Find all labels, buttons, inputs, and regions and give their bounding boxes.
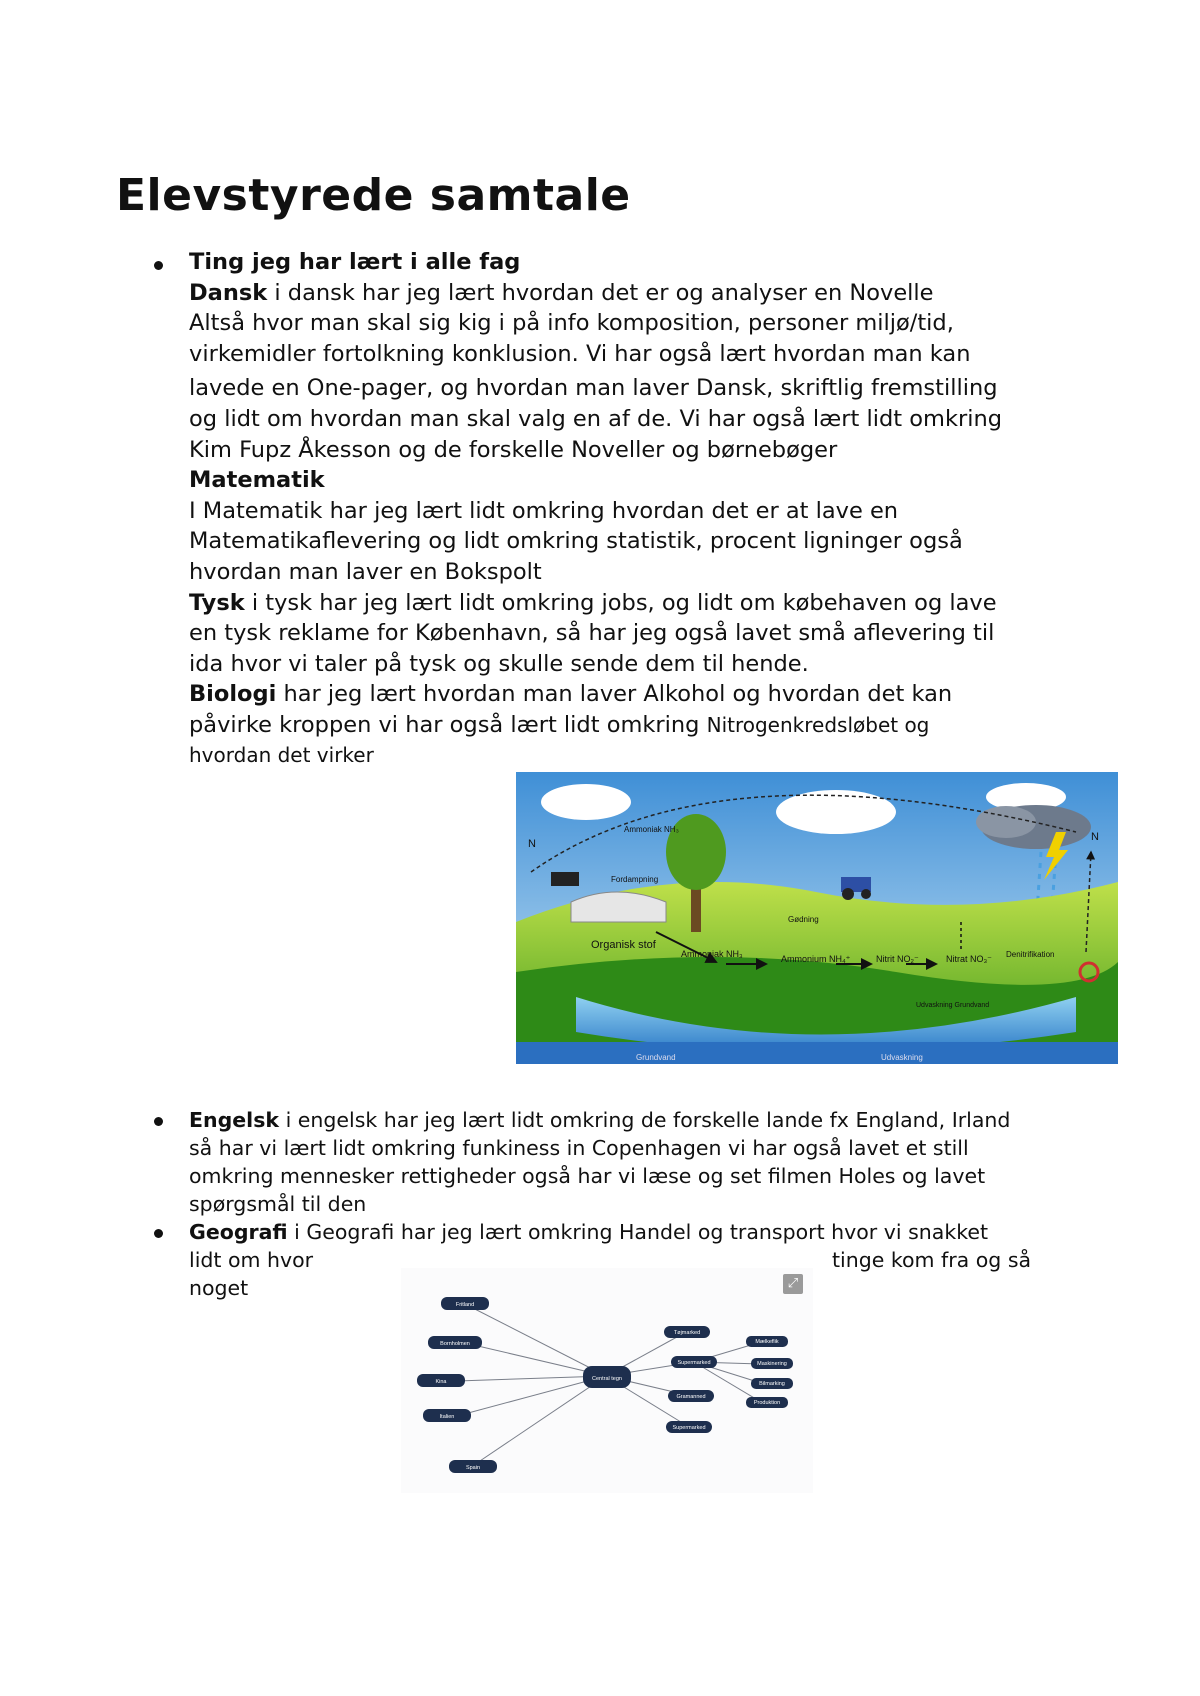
label-ammoniak-top: Ammoniak NH₃ [624,825,679,834]
label-udvaskning: Udvaskning Grundvand [916,1002,990,1009]
mindmap-node-far-right: Maskinering [757,1361,787,1367]
label-udvaskning-bottom: Udvaskning [881,1053,923,1062]
mindmap-image [401,1268,813,1493]
mindmap-node-far-right: Mælkeflik [755,1339,779,1345]
mindmap-node-right: Tøjmarked [673,1330,701,1336]
label-organisk: Organisk stof [591,939,656,951]
tysk-line: en tysk reklame for København, så har jeg også lavet små aflevering til [189,620,995,647]
biologi-line-small: Nitrogenkredsløbet og [706,712,930,737]
engelsk-section [189,1106,1109,1218]
mindmap-node-right: Gramanned [676,1394,706,1400]
mindmap-node-left: Bornholmen [440,1341,470,1347]
section-heading: Ting jeg har lært i alle fag [189,249,521,275]
geografi-line: lidt om hvor [189,1248,314,1272]
tysk-line: ida hvor vi taler på tysk og skulle sende dem til hende. [189,650,809,677]
geografi-label: Geografi [189,1220,288,1244]
biologi-line-small: hvordan det virker [189,742,374,767]
matematik-label: Matematik [189,467,325,494]
dansk-line: Kim Fupz Åkesson og de forskelle Noveller og børnebøger [189,436,838,463]
biologi-text: har jeg lært hvordan man laver Alkohol og hvordan det kan [276,681,953,708]
bullet-1 [154,261,163,270]
dansk-line: Altså hvor man skal sig kig i på info komposition, personer miljø/tid, [189,310,954,337]
matematik-line: hvordan man laver en Bokspolt [189,558,542,585]
mindmap-center-node: Central tegn [592,1376,622,1382]
engelsk-line: spørgsmål til den [189,1192,367,1216]
geografi-line: tinge kom fra og så [832,1248,1032,1272]
biologi-label: Biologi [189,681,277,708]
section-all-subjects [189,247,1119,769]
geografi-line: noget [189,1276,249,1300]
label-n2-left: N [528,838,536,850]
mindmap-node-right: Supermarked [672,1425,706,1431]
matematik-line: Matematikaflevering og lidt omkring statistik, procent ligninger også [189,528,963,555]
dansk-line: lavede en One-pager, og hvordan man laver Dansk, skriftlig fremstilling [189,375,998,402]
geografi-line: i Geografi har jeg lært omkring Handel og transport hvor vi snakket [287,1220,988,1244]
label-nitrat: Nitrat NO₃⁻ [946,954,992,964]
biologi-line: påvirke kroppen vi har også lært lidt omkring [189,711,707,738]
mindmap-node-left: Italien [439,1414,455,1420]
matematik-line: I Matematik har jeg lært lidt omkring hvordan det er at lave en [189,497,899,524]
tysk-label: Tysk [189,589,245,616]
mindmap-node-left: Spain [465,1465,481,1471]
label-nitrit: Nitrit NO₂⁻ [876,954,919,964]
page-title: Elevstyrede samtale [116,170,631,221]
mindmap-node-far-right: Produktion [753,1400,781,1406]
engelsk-line: i engelsk har jeg lært lidt omkring de forskelle lande fx England, Irland [279,1108,1011,1132]
nitrogen-cycle-image [516,772,1118,1064]
label-godning: Gødning [788,915,819,924]
bullet-geografi [154,1229,163,1238]
bullet-engelsk [154,1117,163,1126]
engelsk-line: omkring mennesker rettigheder også har vi læse og set filmen Holes og lavet [189,1164,986,1188]
engelsk-line: så har vi lært lidt omkring funkiness in Copenhagen vi har også lavet et still [189,1136,969,1160]
dansk-line: og lidt om hvordan man skal valg en af de. Vi har også lært lidt omkring [189,405,1003,432]
dansk-text: i dansk har jeg lært hvordan det er og analyser en Novelle [267,279,934,306]
mindmap-node-left: Kina [435,1379,447,1385]
mindmap-node-far-right: Bilmarking [759,1381,785,1387]
label-grundvand: Grundvand [636,1053,676,1062]
label-fordampning: Fordampning [611,875,659,884]
label-denitrifikation: Denitrifikation [1006,950,1055,959]
expand-icon[interactable]: ⤢ [783,1274,803,1294]
label-ammoniak: Ammoniak NH₃ [681,949,743,959]
dansk-label: Dansk [189,279,268,306]
dansk-line: virkemidler fortolkning konklusion. Vi har også lært hvordan man kan [189,340,971,367]
mindmap-node-left: Fritland [455,1302,475,1308]
engelsk-label: Engelsk [189,1108,280,1132]
label-n2-right: N [1091,831,1099,843]
label-ammonium: Ammonium NH₄⁺ [781,954,851,964]
tysk-text: i tysk har jeg lært lidt omkring jobs, og lidt om købehaven og lave [244,589,997,616]
mindmap-node-right: Supermarked [677,1360,711,1366]
